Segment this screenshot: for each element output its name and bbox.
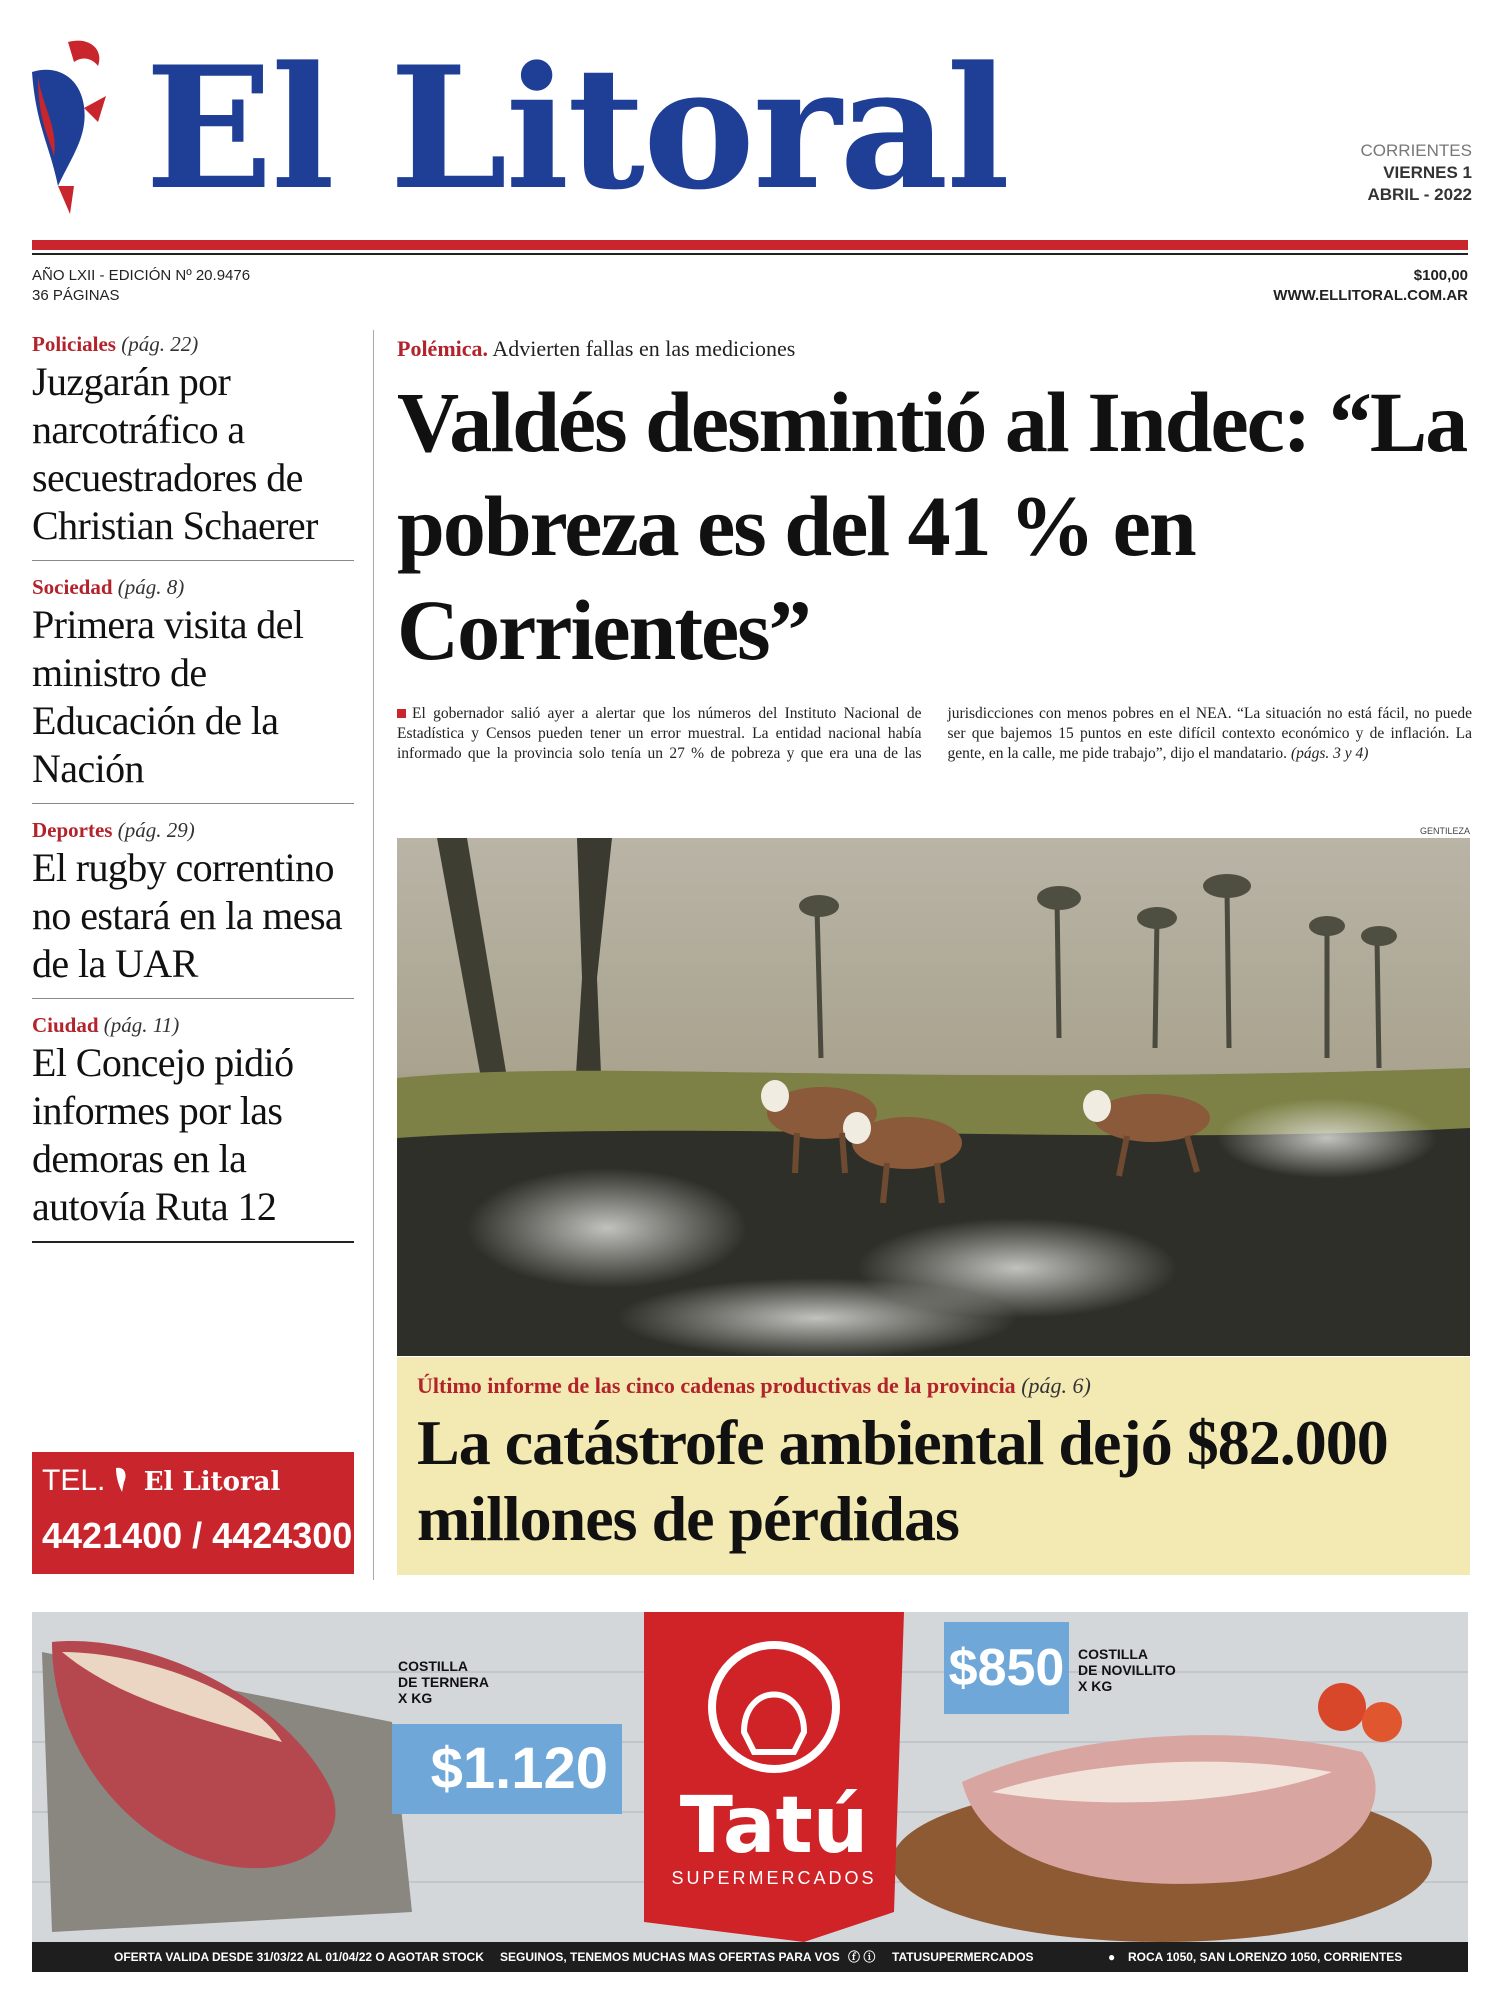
story-headline[interactable]: El Concejo pidió informes por las demoras en la autovía Ruta 12 [32, 1040, 294, 1229]
date-block [1361, 140, 1472, 206]
product-left-price: $1.120 [392, 1724, 622, 1814]
kicker-section: Polémica. [397, 336, 489, 361]
main-headline[interactable]: Valdés desmintió al Indec: “La pobreza es del 41 % en Corrientes” [397, 374, 1467, 678]
story-headline[interactable]: Juzgarán por narcotráfico a secuestradores de Christian Schaerer [32, 359, 318, 548]
story-section: Sociedad (pág. 8) [32, 575, 185, 599]
body-pages: (págs. 3 y 4) [1290, 745, 1369, 762]
product-right-price: $850 [944, 1622, 1069, 1714]
photo-credit: GENTILEZA [1419, 826, 1470, 836]
main-body [397, 704, 1472, 764]
location-pin-icon: ● [1108, 1950, 1116, 1964]
story-section: Ciudad (pág. 11) [32, 1013, 180, 1037]
sidebar-story-deportes[interactable] [32, 816, 354, 999]
ad-social[interactable]: TATUSUPERMERCADOS [892, 1950, 1034, 1964]
masthead-red-rule [32, 240, 1468, 250]
main-photo-cattle-fire[interactable] [397, 838, 1470, 1356]
tatu-brand-name: Tatú [679, 1781, 869, 1871]
story-section: Policiales (pág. 22) [32, 332, 199, 356]
city-label: CORRIENTES [1360, 141, 1472, 160]
main-kicker [397, 334, 795, 364]
kicker-text: Advierten fallas en las mediciones [492, 336, 796, 361]
ad-validity: OFERTA VALIDA DESDE 31/03/22 AL 01/04/22 O AGOTAR STOCK [114, 1950, 484, 1964]
masthead-thin-rule [32, 253, 1468, 255]
phone-label-row [42, 1462, 280, 1501]
story-headline[interactable]: Primera visita del ministro de Educación de la Nación [32, 602, 304, 791]
body-text: El gobernador salió ayer a alertar que los números del Instituto Nacional de Estadística y Censos pueden tener un error muestral. La entidad nacional había informado que la provincia solo tenía un 27 % de pobreza y que era una de las jurisdicciones con menos pobres en el NEA. “La situación no está fácil, no puede ser que bajemos 15 puntos en este difícil contexto económico y de inflación. La gente, en la calle, me pide trabajo”, dijo el mandatario. [397, 705, 1472, 762]
story-headline[interactable]: El rugby correntino no estará en la mesa de la UAR [32, 845, 343, 986]
masthead-title[interactable]: El Litoral [145, 29, 1009, 227]
product-left-label: COSTILLA DE TERNERA X KG [398, 1658, 490, 1706]
page-count: 36 PÁGINAS [32, 287, 120, 304]
bullet-square-icon [397, 709, 406, 718]
social-icon: ⓕ ⓘ [848, 1950, 876, 1964]
date-label: ABRIL - 2022 [1367, 185, 1472, 204]
edition-info [32, 266, 250, 306]
ad-address: ROCA 1050, SAN LORENZO 1050, CORRIENTES [1128, 1950, 1403, 1964]
product-right-label: COSTILLA DE NOVILLITO X KG [1078, 1646, 1176, 1694]
weekday-label: VIERNES 1 [1383, 163, 1472, 182]
tatu-red-banner [644, 1612, 904, 1942]
price-website-info [1273, 266, 1468, 306]
feature-headline[interactable]: La catástrofe ambiental dejó $82.000 millones de pérdidas [417, 1407, 1388, 1554]
edition-number: AÑO LXII - EDICIÓN Nº 20.9476 [32, 267, 251, 284]
sidebar-stories [32, 330, 354, 1255]
story-section: Deportes (pág. 29) [32, 818, 195, 842]
feature-box[interactable] [397, 1357, 1470, 1575]
phone-brand: El Litoral [143, 1467, 281, 1497]
website-link[interactable]: WWW.ELLITORAL.COM.AR [1273, 287, 1468, 304]
sidebar-story-ciudad[interactable] [32, 1011, 354, 1243]
sidebar-story-policiales[interactable] [32, 330, 354, 561]
phone-label: TEL. [42, 1464, 106, 1497]
column-divider [373, 330, 374, 1580]
newspaper-logo-bird-icon [28, 36, 108, 216]
ad-more-offers: SEGUINOS, TENEMOS MUCHAS MAS OFERTAS PARA VOS [500, 1950, 840, 1964]
phone-box[interactable] [32, 1452, 354, 1574]
sidebar-story-sociedad[interactable] [32, 573, 354, 804]
ad-footer [32, 1942, 1468, 1972]
phone-numbers[interactable]: 4421400 / 4424300 [42, 1515, 353, 1556]
cover-price: $100,00 [1413, 267, 1468, 284]
feature-kicker: Último informe de las cinco cadenas productivas de la provincia (pág. 6) [417, 1373, 1091, 1398]
small-bird-icon [114, 1464, 130, 1494]
tatu-brand-sub: SUPERMERCADOS [671, 1868, 877, 1888]
tatu-advertisement[interactable] [32, 1612, 1468, 1972]
